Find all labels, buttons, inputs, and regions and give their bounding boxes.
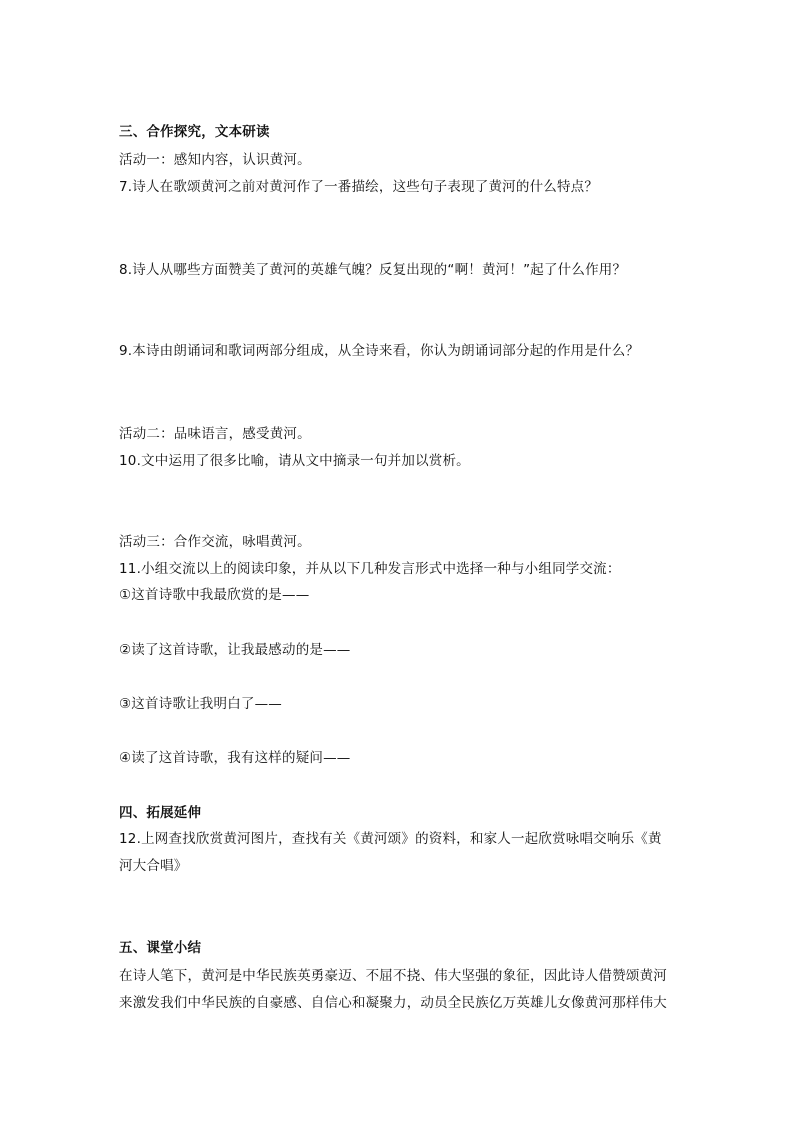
option-1: ①这首诗歌中我最欣赏的是—— <box>119 587 310 603</box>
activity-3: 活动三：合作交流，咏唱黄河。 <box>119 534 311 550</box>
option-2: ②读了这首诗歌，让我最感动的是—— <box>119 642 351 658</box>
activity-1: 活动一：感知内容，认识黄河。 <box>119 152 311 168</box>
question-8: 8.诗人从哪些方面赞美了黄河的英雄气魄？反复出现的“啊！黄河！”起了什么作用？ <box>119 262 627 278</box>
option-3: ③这首诗歌让我明白了—— <box>119 696 283 712</box>
question-12-line-2: 河大合唱》 <box>119 858 188 874</box>
option-4: ④读了这首诗歌，我有这样的疑问—— <box>119 750 351 766</box>
question-11: 11.小组交流以上的阅读印象，并从以下几种发言形式中选择一种与小组同学交流： <box>119 561 621 577</box>
question-9: 9.本诗由朗诵词和歌词两部分组成，从全诗来看，你认为朗诵词部分起的作用是什么？ <box>119 343 640 359</box>
question-7: 7.诗人在歌颂黄河之前对黄河作了一番描绘，这些句子表现了黄河的什么特点？ <box>119 179 599 195</box>
section-heading-3: 三、合作探究，文本研读 <box>119 124 270 140</box>
section-heading-4: 四、拓展延伸 <box>119 805 202 821</box>
question-10: 10.文中运用了很多比喻，请从文中摘录一句并加以赏析。 <box>119 453 470 469</box>
summary-line-2: 来激发我们中华民族的自豪感、自信心和凝聚力，动员全民族亿万英雄儿女像黄河那样伟大 <box>119 995 667 1011</box>
section-heading-5: 五、课堂小结 <box>119 940 202 956</box>
summary-line-1: 在诗人笔下，黄河是中华民族英勇豪迈、不屈不挠、伟大坚强的象征，因此诗人借赞颂黄河 <box>119 968 667 984</box>
question-12-line-1: 12.上网查找欣赏黄河图片，查找有关《黄河颂》的资料，和家人一起欣赏咏唱交响乐《黄 <box>119 831 662 847</box>
activity-2: 活动二：品味语言，感受黄河。 <box>119 426 311 442</box>
